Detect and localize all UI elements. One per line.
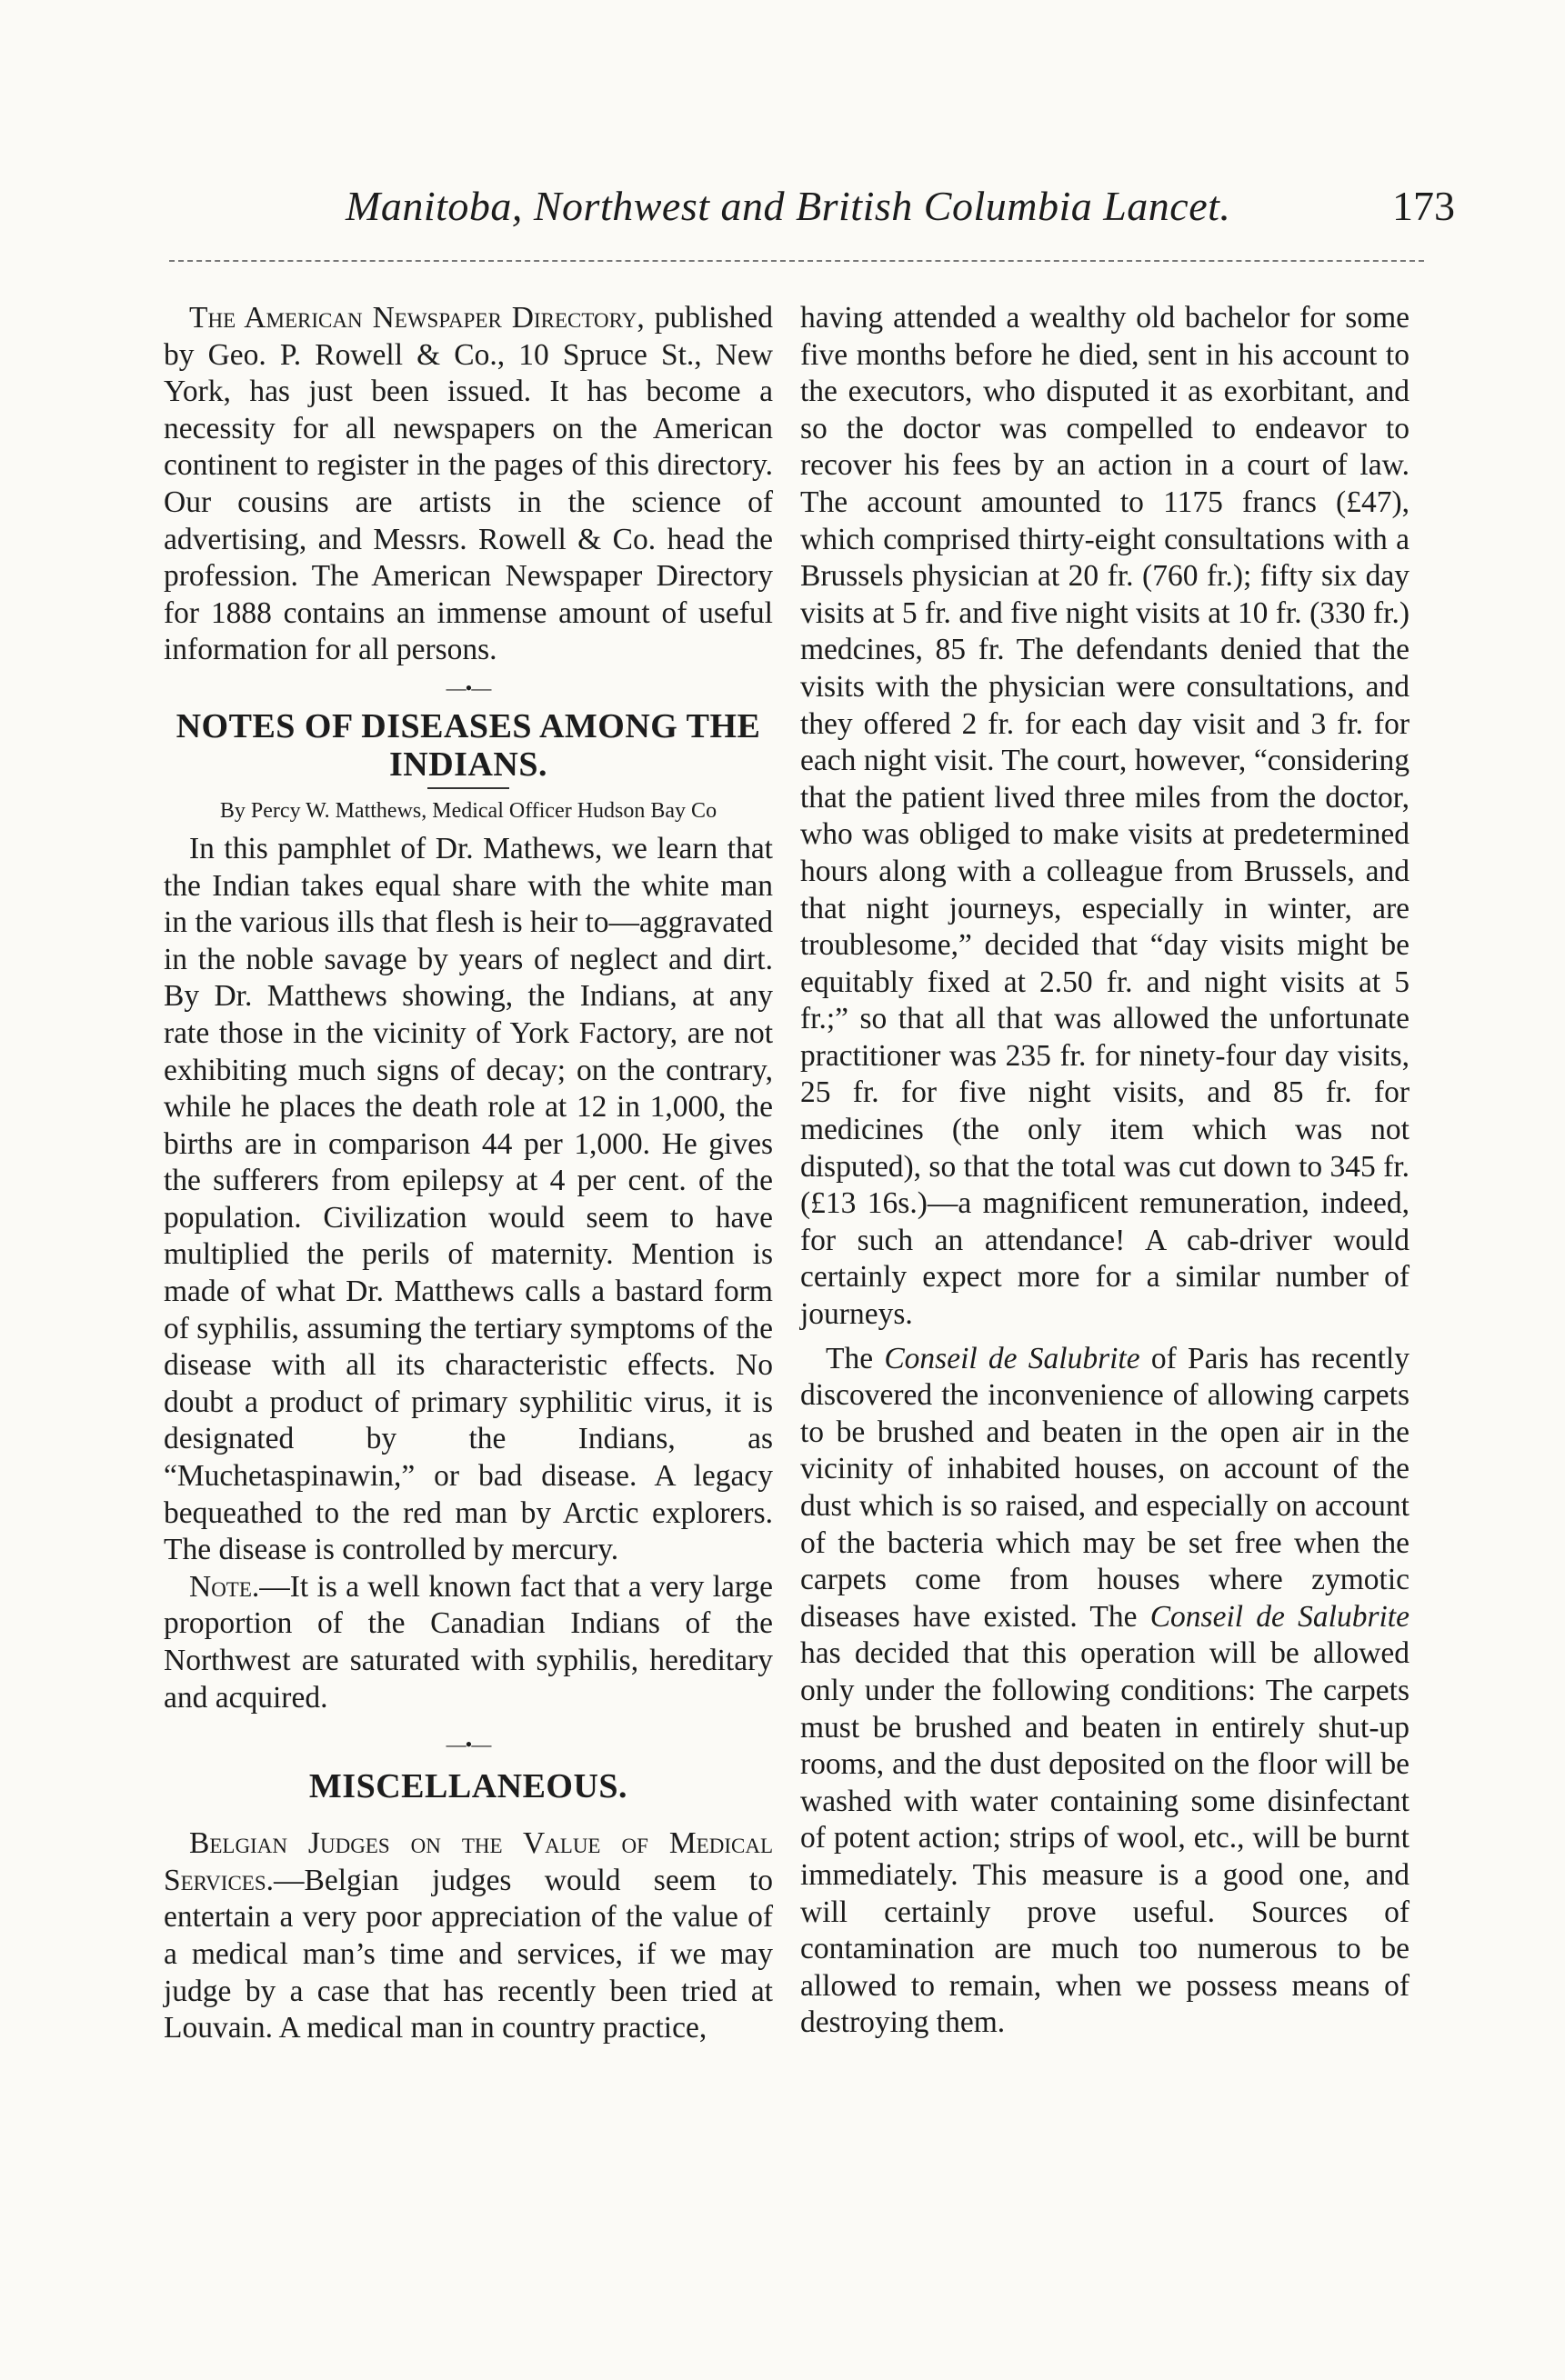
note-body: —It is a well known fact that a very large proportion of the Canadian Indians of the Northwest are saturated with syphilis, hereditary and acquired. bbox=[164, 1569, 773, 1715]
misc-paragraph bbox=[164, 1825, 773, 2047]
right-column bbox=[800, 300, 1410, 2042]
notes-body: In this pamphlet of Dr. Mathews, we learn that the Indian takes equal share with the white man in the various ills that flesh is heir to—aggravated in the noble savage by years of neglect and dirt. By Dr. Matthews showing, the Indians, at any rate those in the vicinity of York Factory, are not exhibiting much signs of decay; on the contrary, while he places the death role at 12 in 1,000, the births are in comparison 44 per 1,000. He gives the sufferers from epilepsy at 4 per cent. of the population. Civilization would seem to have multiplied the perils of maternity. Mention is made of what Dr. Matthews calls a bastard form of syphilis, assuming the tertiary symptoms of the disease with all its characteristic effects. No doubt a product of primary syphilitic virus, it is designated by the Indians, as “Muchetaspinawin,” or bad disease. A legacy bequeathed to the red man by Arctic explorers. The disease is controlled by mercury. bbox=[164, 831, 773, 1567]
notes-byline: By Percy W. Matthews, Medical Officer Hudson Bay Co bbox=[219, 798, 717, 823]
misc-lead: Belgian Judges on the Value of Medical Services. bbox=[164, 1826, 773, 1897]
note-label: Note. bbox=[189, 1569, 260, 1604]
belgian-case-continued: having attended a wealthy old bachelor for some five months before he died, sent in his account to the executors, who disputed it as exorbitant, and so the doctor was compelled to endeavor to recover his fees by an action in a court of law. The account amounted to 1175 francs (£47), which comprised thirty-eight consultations with a Brussels physician at 20 fr. (760 fr.); fifty six day visits at 5 fr. and five night visits at 10 fr. (330 fr.) medcines, 85 fr. The defendants denied that the visits with the physician were consultations, and they offered 2 fr. for each day visit and 3 fr. for each night visit. The court, however, “considering that the patient lived three miles from the doctor, who was obliged to make visits at predetermined hours along with a colleague from Brussels, and that night journeys, especially in winter, are troublesome,” decided that “day visits might be equitably fixed at 2.50 fr. and night visits at 5 fr.;” so that all that was allowed the unfortunate practitioner was 235 fr. for ninety-four day visits, 25 fr. for five night visits, and 85 fr. for medicines (the only item which was not disputed), so that the total was cut down to 345 fr. (£13 16s.)—a magnificent remuneration, indeed, for such an attendance! A cab-driver would certainly expect more for a similar number of journeys. bbox=[800, 301, 1410, 1332]
left-column bbox=[164, 300, 773, 2047]
misc-body: —Belgian judges would seem to entertain a very poor appreciation of the value of a medical man’s time and services, if we may judge by a case that has recently been tried at Louvain. A medical man in country practice, bbox=[164, 1863, 773, 2045]
directory-lead: The American Newspaper Directory, bbox=[189, 301, 645, 335]
directory-paragraph bbox=[164, 300, 773, 669]
ornament-divider: —•— bbox=[446, 1733, 491, 1756]
carpet-text-2: of Paris has recently discovered the inconvenience of allowing carpets to be brushed and beaten in the open air in the vicinity of inhabited houses, on account of the dust which is so raised, and especially on account of the bacteria which may be set free when the carpets come from houses where zymotic diseases have existed. The bbox=[800, 1341, 1410, 1634]
page-number: 173 bbox=[1392, 183, 1455, 229]
page-header bbox=[164, 182, 1464, 236]
directory-body: published by Geo. P. Rowell & Co., 10 Spruce St., New York, has just been issued. It has become a necessity for all newspapers on the American continent to register in the pages of this directory. Our cousins are artists in the science of advertising, and Messrs. Rowell & Co. head the profession. The American Newspaper Directory for 1888 contains an immense amount of useful information for all persons. bbox=[164, 301, 773, 667]
short-rule bbox=[427, 787, 509, 789]
misc-heading: MISCELLANEOUS. bbox=[308, 1767, 628, 1806]
ornament-divider: —•— bbox=[446, 675, 491, 699]
conseil-name-2: Conseil de Salubrite bbox=[1149, 1599, 1410, 1634]
notes-heading: NOTES OF DISEASES AMONG THE INDIANS. bbox=[176, 706, 761, 784]
note-paragraph bbox=[164, 1569, 773, 1716]
header-rule bbox=[169, 260, 1424, 262]
carpet-text-1: The bbox=[826, 1341, 885, 1375]
conseil-name-1: Conseil de Salubrite bbox=[884, 1341, 1140, 1375]
carpet-text-3: has decided that this operation will be allowed only under the following conditions: The carpets must be brushed and beaten in entirely shut-up rooms, and the dust deposited on the floor will be washed with water containing some disinfectant of potent action; strips of wool, etc., will be burnt immediately. This measure is a good one, and will certainly prove useful. Sources of contamination are much too numerous to be allowed to remain, when we possess means of destroying them. bbox=[800, 1636, 1410, 2040]
carpet-paragraph bbox=[800, 1341, 1410, 2042]
running-title: Manitoba, Northwest and British Columbia Lancet. bbox=[346, 183, 1231, 229]
